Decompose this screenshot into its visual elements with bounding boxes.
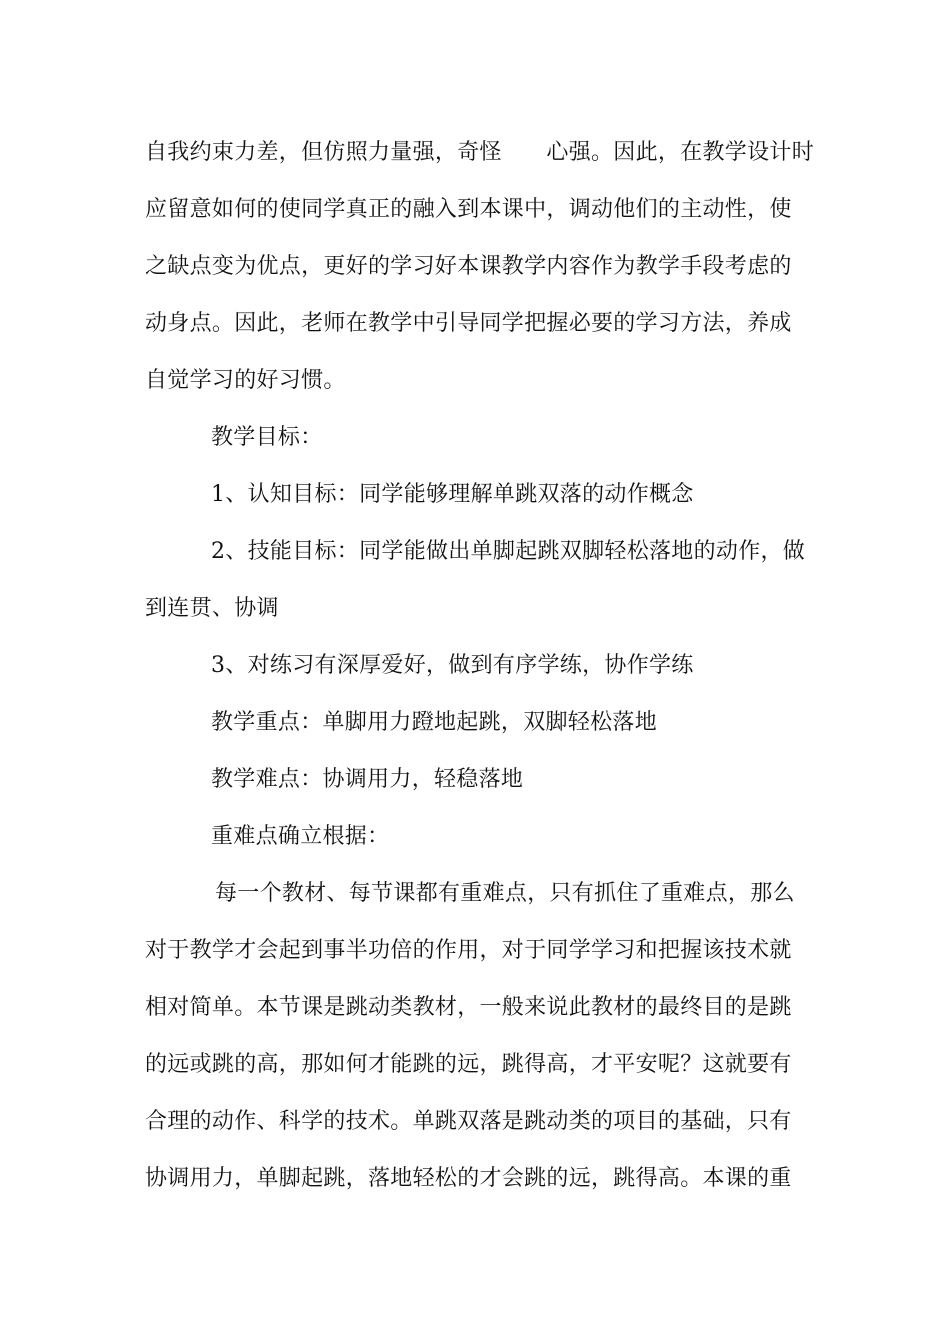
list-item-continuation: 到连贯、协调 <box>145 596 279 621</box>
difficulty-line: 教学难点：协调用力，轻稳落地 <box>211 767 524 792</box>
list-item: 2、技能目标：同学能做出单脚起跳双脚轻松落地的动作，做 <box>211 539 806 564</box>
paragraph-line: 的远或跳的高，那如何才能跳的远，跳得高，才平安呢？这就要有 <box>145 1052 792 1077</box>
paragraph-line: 协调用力，单脚起跳，落地轻松的才会跳的远，跳得高。本课的重 <box>145 1166 792 1191</box>
list-item: 3、对练习有深厚爱好，做到有序学练，协作学练 <box>211 653 694 678</box>
paragraph-line: 自觉学习的好习惯。 <box>145 368 346 393</box>
paragraph-line: 自我约束力差，但仿照力量强，奇怪 心强。因此，在教学设计时 <box>145 140 815 165</box>
section-heading: 重难点确立根据： <box>211 824 390 849</box>
paragraph-line: 相对简单。本节课是跳动类教材，一般来说此教材的最终目的是跳 <box>145 995 792 1020</box>
list-item: 1、认知目标：同学能够理解单跳双落的动作概念 <box>211 482 694 507</box>
key-point-line: 教学重点：单脚用力蹬地起跳，双脚轻松落地 <box>211 710 658 735</box>
paragraph-line: 对于教学才会起到事半功倍的作用，对于同学学习和把握该技术就 <box>145 938 792 963</box>
paragraph-line: 应留意如何的使同学真正的融入到本课中，调动他们的主动性，使 <box>145 197 792 222</box>
section-heading: 教学目标： <box>211 425 323 450</box>
paragraph-line: 动身点。因此，老师在教学中引导同学把握必要的学习方法，养成 <box>145 311 792 336</box>
paragraph-line: 合理的动作、科学的技术。单跳双落是跳动类的项目的基础，只有 <box>145 1109 792 1134</box>
paragraph-line: 每一个教材、每节课都有重难点，只有抓住了重难点，那么 <box>215 881 795 906</box>
paragraph-line: 之缺点变为优点，更好的学习好本课教学内容作为教学手段考虑的 <box>145 254 792 279</box>
